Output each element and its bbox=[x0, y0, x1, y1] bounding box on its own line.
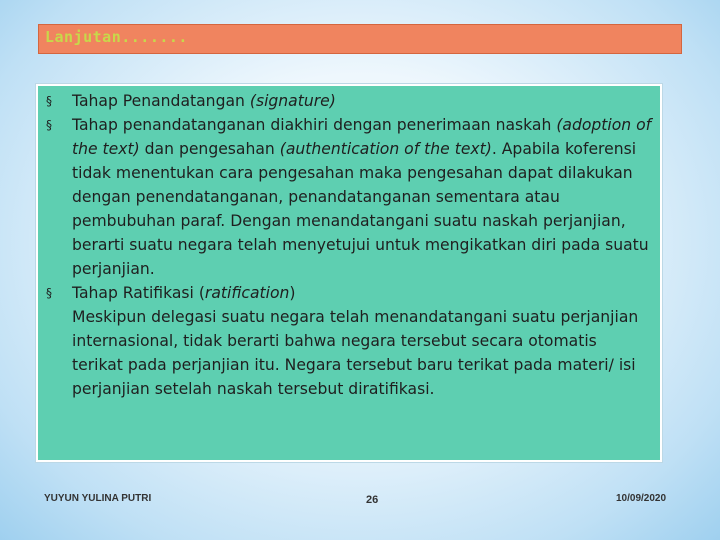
bullet-icon: § bbox=[46, 94, 52, 108]
bullet-icon: § bbox=[46, 118, 52, 132]
list-item-text: Tahap penandatanganan diakhiri dengan penerimaan naskah (adoption of the text) dan pengesahan (authentication of the text). Apabila koferensi tidak menentukan cara pengesahan maka pengesahan dapat dilakukan dengan penendatanganan, penandatanganan sementara atau pembubuhan paraf. Dengan menandatangani suatu naskah perjanjian, berarti suatu negara telah menyetujui untuk mengikatkan diri pada suatu perjanjian. bbox=[72, 116, 652, 278]
list-item bbox=[46, 281, 652, 305]
list-item-paragraph: Meskipun delegasi suatu negara telah menandatangani suatu perjanjian internasional, tidak berarti bahwa negara tersebut secara otomatis terikat pada perjanjian itu. Negara tersebut baru terikat pada materi/ isi perjanjian setelah naskah tersebut diratifikasi. bbox=[72, 308, 639, 398]
page-number: 26 bbox=[366, 494, 379, 506]
list-item bbox=[46, 89, 652, 113]
list-item-text: Tahap Penandatangan (signature) bbox=[72, 92, 336, 110]
bullet-icon: § bbox=[46, 286, 52, 300]
list-item bbox=[46, 113, 652, 281]
footer-date: 10/09/2020 bbox=[616, 493, 667, 504]
content-box bbox=[36, 84, 662, 462]
footer-author: YUYUN YULINA PUTRI bbox=[44, 493, 152, 504]
slide-title: Lanjutan....... bbox=[38, 24, 682, 54]
list-item-heading: Tahap Ratifikasi (ratification) bbox=[72, 284, 296, 302]
